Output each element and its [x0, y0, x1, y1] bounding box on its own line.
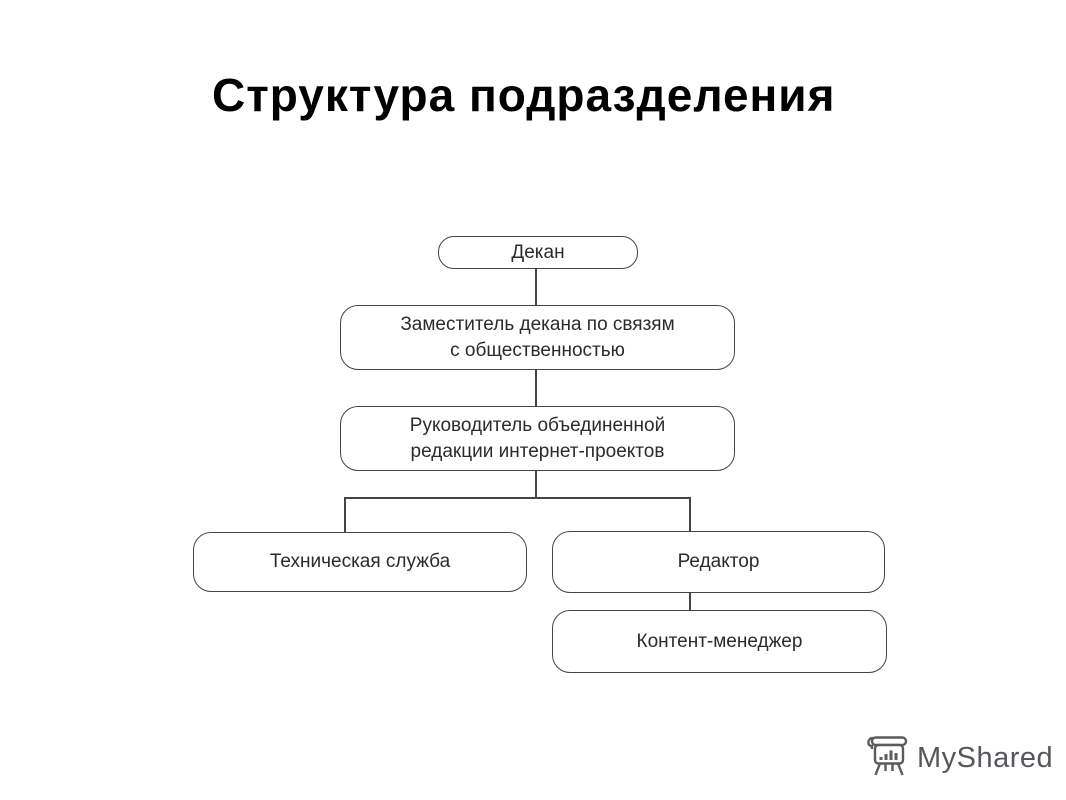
myshared-wordmark: MyShared [917, 742, 1054, 774]
connector-editor-content [689, 592, 691, 611]
node-dean [438, 236, 638, 269]
node-editor-label: Редактор [677, 551, 760, 572]
presentation-board-icon [864, 734, 910, 783]
node-deputy-dean [340, 305, 735, 370]
node-content-manager-label: Контент-менеджер [636, 630, 803, 652]
connector-rail [344, 497, 691, 499]
node-deputy-dean-line1: Заместитель декана по связям [400, 313, 675, 335]
connector-rail-editor [689, 497, 691, 532]
node-deputy-dean-line2: с общественностью [450, 339, 625, 361]
node-editor [552, 531, 885, 593]
slide-title: Структура подразделения [212, 69, 836, 121]
node-technical-service-label: Техническая служба [269, 551, 451, 572]
connector-head-to-rail [535, 470, 537, 499]
node-head-editorial [340, 406, 735, 471]
connector-dean-deputy [535, 268, 537, 306]
myshared-logo [864, 734, 1053, 783]
node-content-manager [552, 610, 887, 673]
node-head-editorial-line1: Руководитель объединенной [409, 414, 666, 436]
connector-rail-technical [344, 497, 346, 533]
node-technical-service [193, 532, 527, 592]
node-dean-label: Декан [511, 241, 565, 263]
connector-deputy-head [535, 369, 537, 407]
node-head-editorial-line2: редакции интернет-проектов [410, 440, 665, 462]
